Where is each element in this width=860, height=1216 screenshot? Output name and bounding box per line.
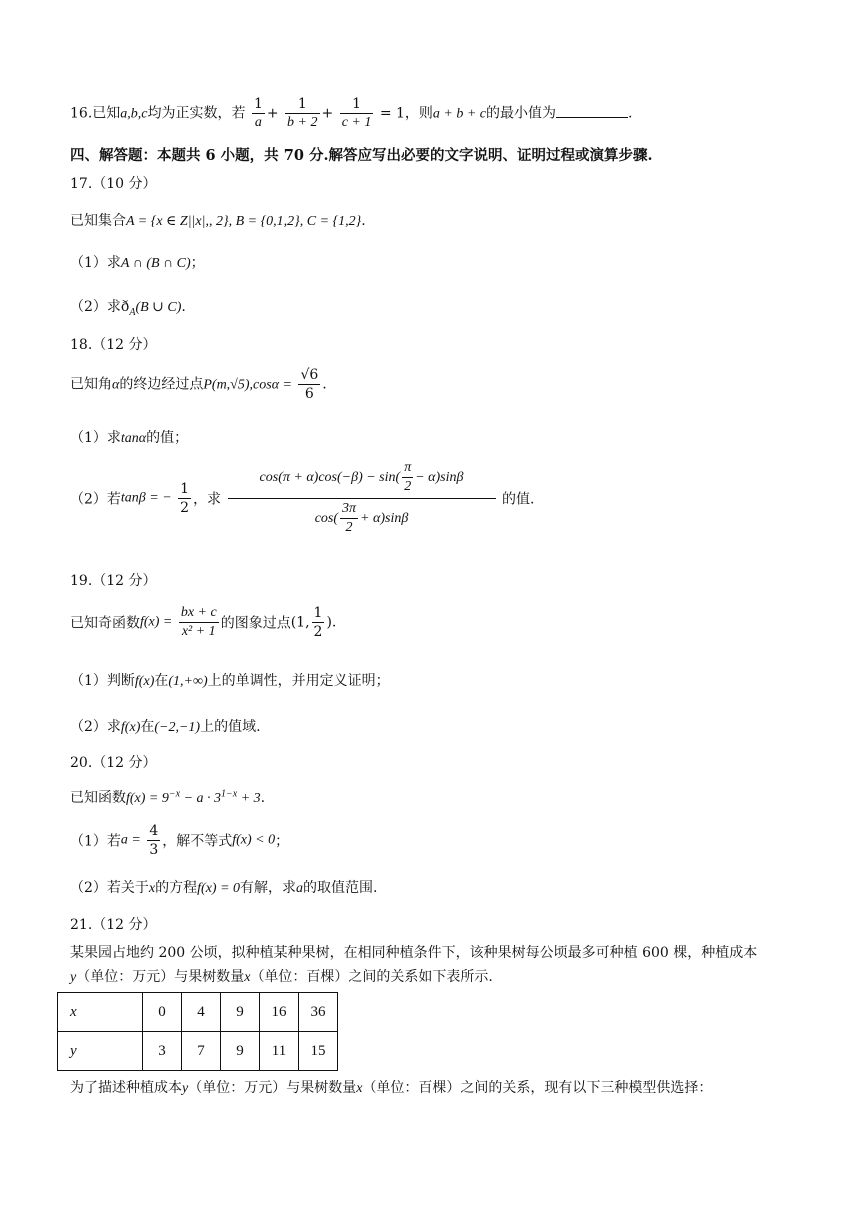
part-text: ，解不等式 (162, 833, 233, 850)
frac-num: bx + c (179, 604, 219, 623)
frac-num: 1 (313, 605, 323, 621)
big-frac-num (228, 458, 496, 499)
stem-end: . (322, 376, 327, 393)
line-text: （单位：万元）与果树数量 (188, 1080, 357, 1096)
q18-stem (70, 366, 327, 403)
q16-frac-3 (340, 95, 374, 132)
part-sub: A (129, 306, 136, 318)
num-part: cos(π + α)cos(−β) − sin( (259, 470, 401, 485)
q19-point-frac (312, 604, 325, 641)
table-cell: 15 (299, 1032, 338, 1071)
stem-math: − a · 3 (180, 791, 222, 806)
q16-vars: a,b,c (120, 106, 148, 122)
q18-label: 18.（12 分） (70, 337, 157, 353)
q17-stem (70, 210, 366, 230)
part-math: f(x) (120, 720, 141, 735)
q16-end: . (628, 105, 633, 122)
stem-text: 已知函数 (70, 790, 126, 806)
q16-expr: a + b + c (432, 106, 487, 122)
var-y: y (70, 970, 77, 985)
q17-part2 (70, 296, 186, 318)
part-math: (−2,−1) (154, 720, 201, 735)
q16-line: 16.已知a,b,c均为正实数，若 $\frac{1}{a}$ + $\frac{1}{b + 2}$ + $\frac{1}{c + 1}$ = 1，则a + b + c的最小值为 . (70, 96, 633, 130)
stem-end: . (260, 790, 266, 806)
xy-data-table (57, 992, 338, 1071)
part-end: 的值； (146, 430, 189, 446)
q18-part1 (70, 427, 188, 447)
q20-part1 (70, 822, 289, 859)
answer-blank[interactable] (556, 103, 628, 118)
q21-label: 21.（12 分） (70, 917, 157, 933)
exponent: −x (168, 788, 181, 800)
q21-line1: 某果园占地约 200 公顷，拟种植某种果树，在相同种植条件下，该种果树每公顷最多可种植 600 棵，种植成本 (70, 945, 758, 961)
part-end: 的值. (501, 491, 535, 508)
stem-text: 的图象过点 (220, 615, 291, 632)
q21-after-table (70, 1077, 712, 1097)
part-text: （1）求 (70, 430, 121, 446)
part-end: . (181, 299, 186, 315)
part-text: （1）求 (70, 255, 121, 271)
table-cell: 9 (221, 993, 260, 1032)
stem-math: + 3 (237, 791, 261, 806)
q16-frac-2 (285, 95, 319, 132)
var-x: x (356, 1081, 363, 1096)
part-end: 上的值域. (200, 719, 261, 735)
q17-part1 (70, 252, 205, 272)
q20-frac (147, 822, 160, 859)
q16-then: ，则 (404, 105, 433, 122)
line-text: （单位：百棵）之间的关系如下表所示. (250, 969, 493, 985)
part-math: (B ∪ C) (135, 300, 182, 315)
q19-stem (70, 604, 336, 641)
part-end: 上的单调性，并用定义证明； (207, 673, 390, 689)
table-cell: 16 (260, 993, 299, 1032)
table-cell: 11 (260, 1032, 299, 1071)
q20-label: 20.（12 分） (70, 755, 157, 771)
frac-num: 3π (340, 500, 358, 519)
part-text: （2）求 (70, 719, 121, 735)
part-text: （1）若 (70, 833, 121, 850)
stem-math: α (112, 377, 120, 393)
part-math: x (148, 881, 156, 896)
part-math: f(x) (134, 674, 155, 689)
stem-text: 已知奇函数 (70, 615, 140, 632)
frac-den: 2 (313, 624, 323, 640)
part-text: （1）判断 (70, 673, 135, 689)
part-text: 有解，求 (240, 880, 297, 896)
stem-text: 已知集合 (70, 213, 126, 229)
frac-num: 1 (340, 95, 374, 114)
row-header-x: x (58, 993, 143, 1032)
stem-text: 的终边经过点 (119, 376, 204, 393)
part-end: ； (190, 255, 205, 271)
part-text: （2）求 (70, 299, 121, 315)
part-end: ； (275, 833, 290, 850)
frac-den: 2 (180, 500, 190, 516)
frac-num: √6 (300, 367, 319, 383)
line-text: （单位：百棵）之间的关系，现有以下三种模型供选择： (362, 1080, 713, 1096)
table-cell: 7 (182, 1032, 221, 1071)
part-math: A ∩ (B ∩ C) (120, 256, 191, 271)
part-math: ð (120, 299, 130, 315)
stem-math: P(m,√5),cosα = (203, 377, 292, 393)
part-text: 在 (154, 673, 169, 689)
q20-stem (70, 787, 265, 807)
frac-den: 3 (149, 842, 159, 858)
section-four-heading: 四、解答题：本题共 6 小题，共 70 分.解答应写出必要的文字说明、证明过程或演算步骤. (70, 147, 653, 164)
part-math: a = (120, 832, 141, 848)
q19-part1 (70, 670, 390, 690)
part-math: a (296, 881, 304, 896)
pi-over-2 (402, 459, 413, 496)
stem-end: . (361, 213, 366, 229)
part-math: tanβ = − (120, 490, 172, 506)
q17-label: 17.（10 分） (70, 176, 157, 192)
q19-label: 19.（12 分） (70, 573, 157, 589)
table-cell: 4 (182, 993, 221, 1032)
frac-num: 4 (149, 823, 159, 839)
q18-cos-frac (298, 366, 320, 403)
stem-math: A = {x ∈ Z||x|,, 2}, B = {0,1,2}, C = {1,2} (126, 214, 362, 229)
stem-text: 已知角 (70, 376, 112, 393)
stem-math: f(x) = 9 (126, 791, 169, 806)
table-row (58, 993, 338, 1032)
frac-den: b + 2 (287, 115, 318, 130)
part-text: （2）若关于 (70, 880, 149, 896)
frac-num: 1 (253, 96, 263, 112)
part-text: （2）若 (70, 491, 121, 508)
part-math: f(x) < 0 (232, 832, 276, 848)
frac-den: c + 1 (341, 115, 372, 130)
den-part: cos( (314, 511, 339, 526)
line-text: 为了描述种植成本 (70, 1080, 182, 1096)
frac-den: x² + 1 (181, 624, 216, 639)
q18-tan-frac (178, 480, 191, 517)
frac-den: a (254, 115, 262, 130)
num-part: − α)sinβ (415, 470, 464, 485)
frac-den: 2 (404, 479, 412, 495)
line-text: （单位：万元）与果树数量 (76, 969, 245, 985)
table-cell: 3 (143, 1032, 182, 1071)
point-part: ) (326, 614, 332, 631)
part-text: 在 (140, 719, 155, 735)
q16-text: 均为正实数，若 (147, 105, 246, 122)
part-end: 的取值范围. (303, 880, 378, 896)
q21-line2 (70, 966, 493, 986)
frac-den: 6 (304, 386, 314, 402)
q16-prefix: 16.已知 (70, 105, 121, 122)
q19-part2 (70, 716, 261, 736)
row-header-y: y (58, 1032, 143, 1071)
q20-part2 (70, 877, 377, 897)
q18-big-frac (228, 458, 496, 539)
q19-frac (179, 604, 219, 641)
q16-eq: = 1 (379, 105, 405, 122)
var-x: x (244, 970, 251, 985)
table-row (58, 1032, 338, 1071)
var-y: y (182, 1081, 189, 1096)
table-cell: 36 (299, 993, 338, 1032)
table-cell: 9 (221, 1032, 260, 1071)
frac-num: π (402, 459, 413, 478)
exponent: 1−x (221, 788, 238, 800)
q16-post: 的最小值为 (486, 105, 557, 122)
part-math: f(x) = 0 (197, 881, 241, 896)
point-part: (1, (290, 614, 310, 631)
frac-den: 2 (345, 520, 353, 536)
q16-frac-1 (252, 95, 265, 132)
stem-math: f(x) = (140, 614, 173, 630)
part-math: tanα (120, 431, 147, 446)
part-math: (1,+∞) (168, 674, 208, 689)
three-pi-over-2 (340, 500, 358, 537)
frac-num: 1 (180, 481, 190, 497)
big-frac-den (228, 499, 496, 539)
part-text: 的方程 (155, 880, 198, 896)
q18-part2 (70, 458, 534, 539)
part-text: ，求 (193, 491, 222, 508)
table-cell: 0 (143, 993, 182, 1032)
stem-end: . (331, 614, 337, 631)
frac-num: 1 (285, 95, 319, 114)
den-part: + α)sinβ (360, 511, 409, 526)
